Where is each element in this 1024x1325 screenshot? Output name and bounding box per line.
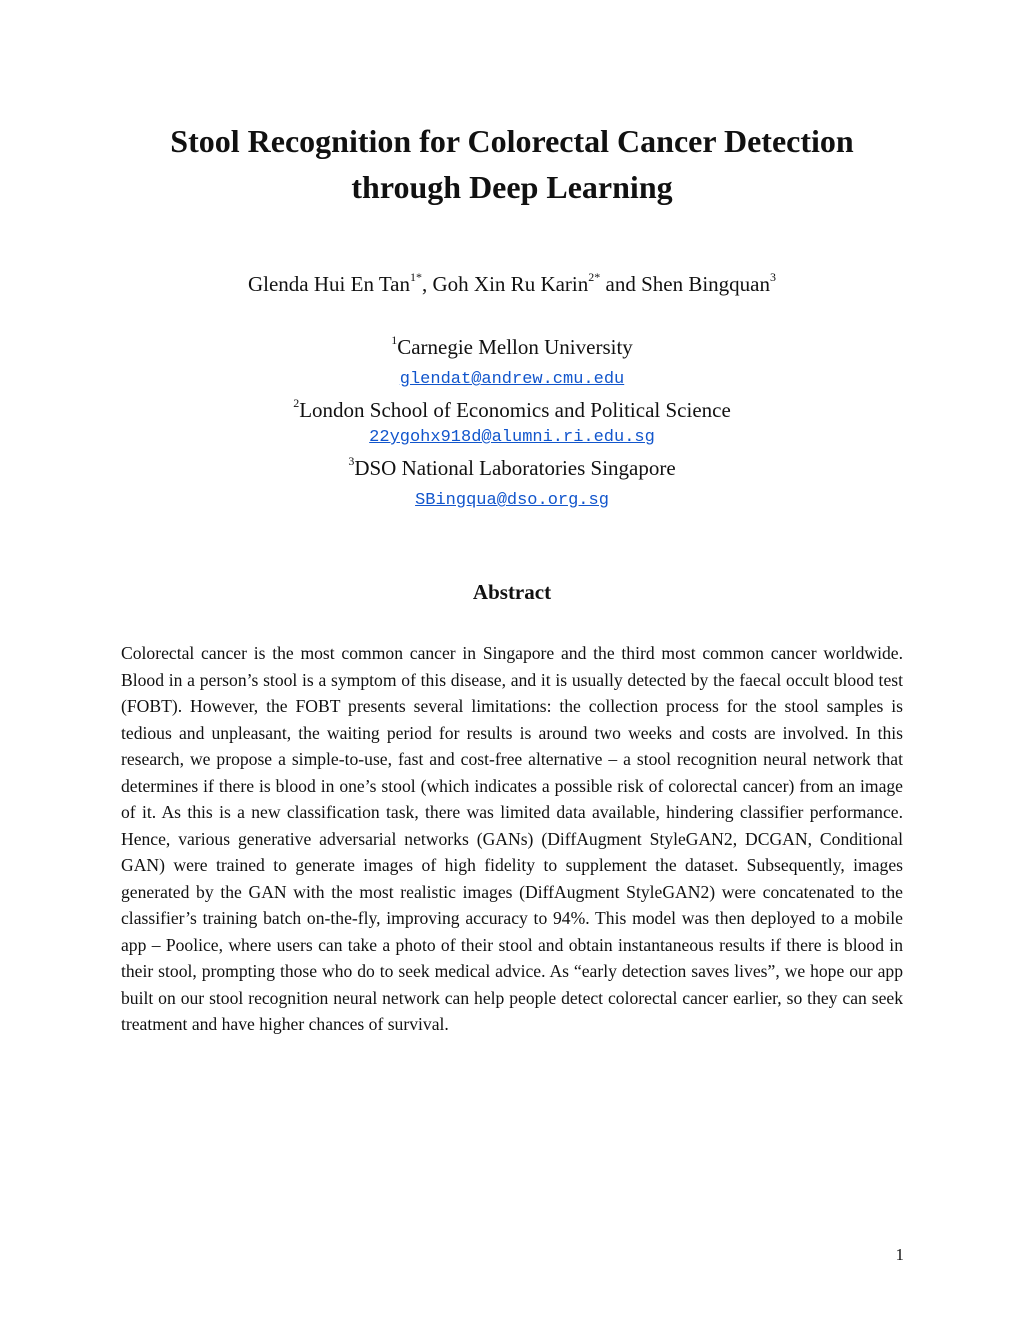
affiliation-email [0,490,1024,512]
paper-title [100,118,924,210]
page-number: 1 [895,1245,904,1264]
author-name: Glenda Hui En Tan [247,272,411,296]
email-link[interactable]: glendat@andrew.cmu.edu [399,370,625,389]
author-mark: 3 [770,270,777,284]
affiliation-email [0,427,1024,449]
affiliation-mark: 2 [293,396,300,410]
paper-title-line-2: through Deep Learning [351,169,673,205]
author-mark: 2* [588,270,601,284]
author-name: Shen Bingquan [641,272,771,296]
paper-title-line-1: Stool Recognition for Colorectal Cancer Detection [170,123,854,159]
affiliation-email [0,369,1024,391]
author-separator: , [422,272,433,296]
affiliation [0,333,1024,361]
author-name: Goh Xin Ru Karin [432,272,589,296]
author-mark: 1* [410,270,423,284]
author-list [0,269,1024,299]
affiliation-name: DSO National Laboratories Singapore [354,456,676,480]
abstract-body: Colorectal cancer is the most common cancer in Singapore and the third most common cancer worldwide. Blood in a person’s stool is a symptom of this disease, and it is usually detected by the faecal occult blood test (FOBT). However, the FOBT presents several limitations: the collection process for the stool samples is tedious and unpleasant, the waiting period for results is around two weeks and costs are involved. In this research, we propose a simple-to-use, fast and cost-free alternative – a stool recognition neural network that determines if there is blood in one’s stool (which indicates a possible risk of colorectal cancer) from an image of it. As this is a new classification task, there was limited data available, hindering classifier performance. Hence, various generative adversarial networks (GANs) (DiffAugment StyleGAN2, DCGAN, Conditional GAN) were trained to generate images of high fidelity to supplement the dataset. Subsequently, images generated by the GAN with the most realistic images (DiffAugment StyleGAN2) were concatenated to the classifier’s training batch on-the-fly, improving accuracy to 94%. This model was then deployed to a mobile app – Poolice, where users can take a photo of their stool and obtain instantaneous results if there is blood in their stool, prompting those who do to seek medical advice. As “early detection saves lives”, we hope our app built on our stool recognition neural network can help people detect colorectal cancer earlier, so they can seek treatment and have higher chances of survival. [121,643,903,1034]
email-link[interactable]: 22ygohx918d@alumni.ri.edu.sg [369,428,655,447]
affiliation [0,454,1024,482]
author-separator: and [600,272,642,296]
affiliation [0,396,1024,424]
affiliation-mark: 3 [348,454,355,468]
email-link[interactable]: SBingqua@dso.org.sg [415,491,609,510]
affiliation-name: Carnegie Mellon University [397,335,633,359]
affiliation-mark: 1 [391,333,398,347]
affiliation-name: London School of Economics and Political Science [299,398,731,422]
abstract-heading: Abstract [472,580,552,604]
